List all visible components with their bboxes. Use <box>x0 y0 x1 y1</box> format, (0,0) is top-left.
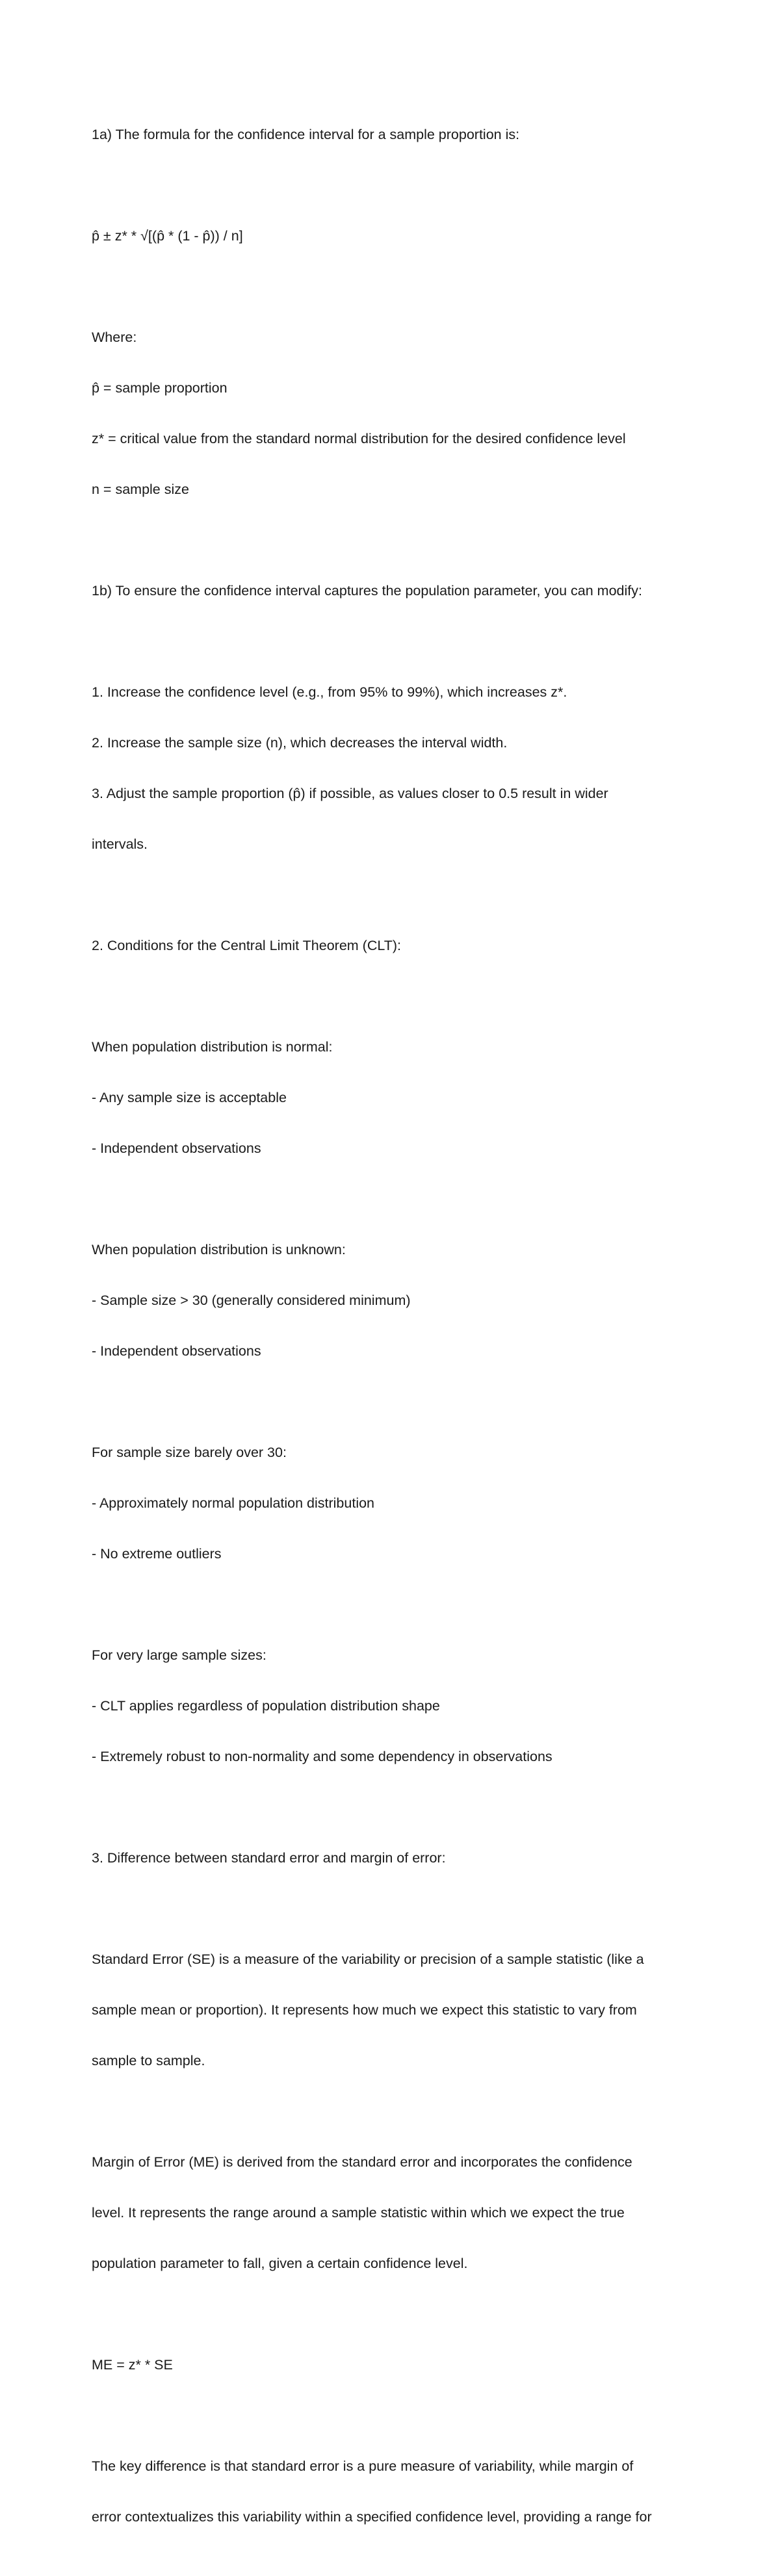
q2-heading <box>92 903 690 988</box>
large-item-2: - Extremely robust to non-normality and some dependency in observations <box>92 1749 552 1764</box>
where-n-definition: n = sample size <box>92 482 189 497</box>
me-line-1: Margin of Error (ME) is derived from the standard error and incorporates the confidence <box>92 2154 632 2170</box>
q1b-item-2: 2. Increase the sample size (n), which decreases the interval width. <box>92 735 508 751</box>
q1a-formula <box>92 194 690 278</box>
q1a-intro <box>92 92 690 177</box>
se-line-3: sample to sample. <box>92 2053 205 2068</box>
q3-heading <box>92 1816 690 1900</box>
q1b-item-3-line-2: intervals. <box>92 836 148 852</box>
unknown-item-2: - Independent observations <box>92 1343 261 1359</box>
q1b-intro <box>92 548 690 633</box>
unknown-label: When population distribution is unknown: <box>92 1242 346 1257</box>
large-block <box>92 1613 690 1799</box>
ci-formula-text: p̂ ± z* * √[(p̂ * (1 - p̂)) / n] <box>92 228 243 244</box>
me-paragraph <box>92 2120 690 2306</box>
large-label: For very large sample sizes: <box>92 1647 266 1663</box>
q1b-intro-text: 1b) To ensure the confidence interval captures the population parameter, you can modify: <box>92 583 642 599</box>
where-block <box>92 295 690 532</box>
barely-item-2: - No extreme outliers <box>92 1546 222 1562</box>
where-z-definition: z* = critical value from the standard normal distribution for the desired confidence level <box>92 431 626 446</box>
me-formula <box>92 2323 690 2407</box>
barely-label: For sample size barely over 30: <box>92 1445 287 1460</box>
q1b-item-1: 1. Increase the confidence level (e.g., from 95% to 99%), which increases z*. <box>92 684 567 700</box>
normal-item-1: - Any sample size is acceptable <box>92 1090 287 1105</box>
key-difference-paragraph <box>92 2424 690 2559</box>
barely-item-1: - Approximately normal population distribution <box>92 1495 375 1511</box>
normal-item-2: - Independent observations <box>92 1140 261 1156</box>
q3-heading-text: 3. Difference between standard error and margin of error: <box>92 1850 446 1866</box>
key-line-1: The key difference is that standard error is a pure measure of variability, while margin of <box>92 2458 634 2474</box>
me-formula-text: ME = z* * SE <box>92 2357 173 2373</box>
se-line-1: Standard Error (SE) is a measure of the variability or precision of a sample statistic (like a <box>92 1951 644 1967</box>
me-line-2: level. It represents the range around a sample statistic within which we expect the true <box>92 2205 625 2221</box>
barely-block <box>92 1410 690 1596</box>
unknown-item-1: - Sample size > 30 (generally considered minimum) <box>92 1293 411 1308</box>
where-label: Where: <box>92 329 137 345</box>
normal-block <box>92 1005 690 1191</box>
q1b-list <box>92 650 690 886</box>
q1b-item-3-line-1: 3. Adjust the sample proportion (p̂) if possible, as values closer to 0.5 result in wider <box>92 786 608 801</box>
me-line-3: population parameter to fall, given a certain confidence level. <box>92 2256 468 2271</box>
key-line-2: error contextualizes this variability within a specified confidence level, providing a range for <box>92 2509 652 2525</box>
large-item-1: - CLT applies regardless of population distribution shape <box>92 1698 440 1714</box>
unknown-block <box>92 1207 690 1393</box>
q2-heading-text: 2. Conditions for the Central Limit Theorem (CLT): <box>92 938 401 953</box>
se-paragraph <box>92 1917 690 2103</box>
q1a-intro-text: 1a) The formula for the confidence interval for a sample proportion is: <box>92 127 520 142</box>
se-line-2: sample mean or proportion). It represents how much we expect this statistic to vary from <box>92 2002 637 2018</box>
document-body <box>92 92 690 2576</box>
where-p-definition: p̂ = sample proportion <box>92 380 228 396</box>
normal-label: When population distribution is normal: <box>92 1039 333 1055</box>
